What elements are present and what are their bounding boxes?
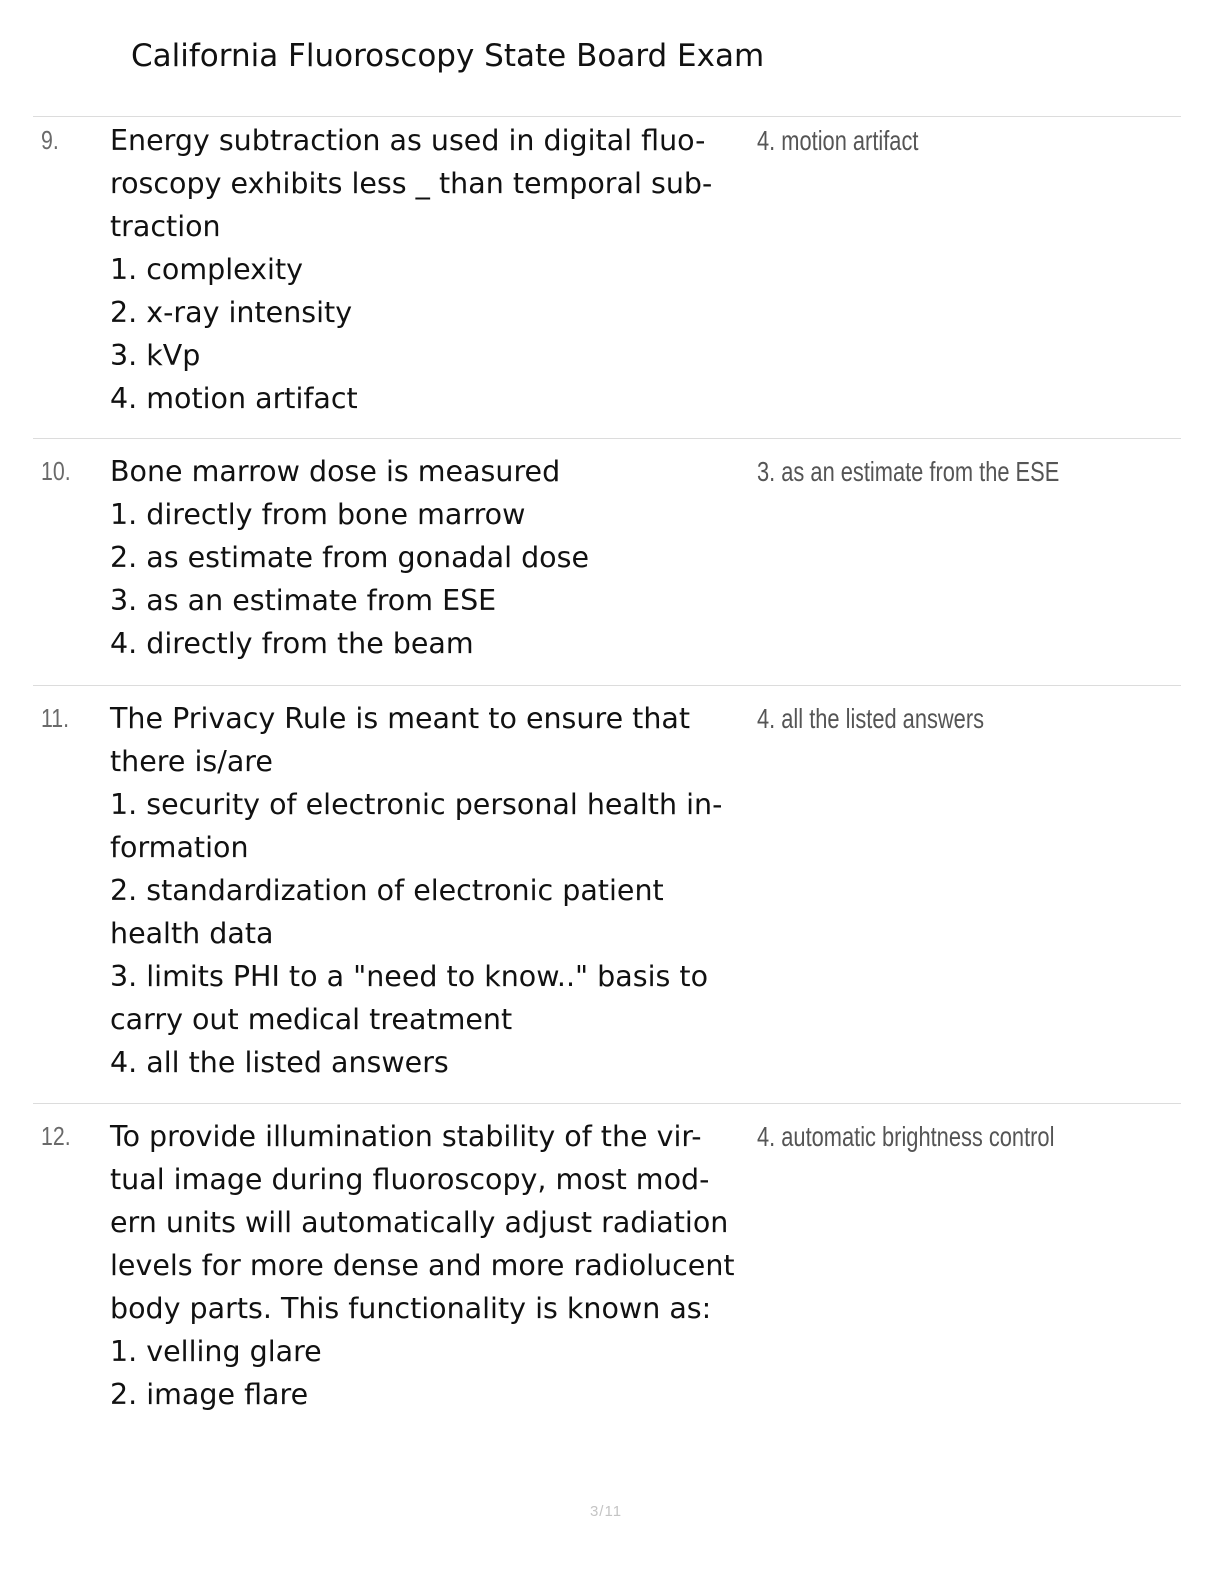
question-body	[110, 450, 750, 665]
answer-option: health data	[110, 917, 274, 950]
correct-answer: 3. as an estimate from the ESE	[757, 456, 1060, 487]
answer-option: 1. security of electronic personal health in-	[110, 788, 723, 821]
answer-option: 4. motion artifact	[110, 382, 358, 415]
answer-option: 2. x-ray intensity	[110, 296, 353, 329]
question-number: 10.	[41, 456, 71, 486]
divider	[33, 685, 1181, 686]
answer-option: 3. limits PHI to a "need to know.." basis to	[110, 960, 709, 993]
question-body	[110, 1115, 750, 1416]
divider	[33, 1103, 1181, 1104]
question-text-line: levels for more dense and more radiolucent	[110, 1249, 735, 1282]
question-text-line: body parts. This functionality is known as:	[110, 1292, 712, 1325]
question-number: 12.	[41, 1121, 71, 1151]
divider	[33, 438, 1181, 439]
question-number: 9.	[41, 125, 59, 155]
answer-option: 2. image flare	[110, 1378, 309, 1411]
question-text-line: To provide illumination stability of the vir-	[110, 1120, 702, 1153]
correct-answer: 4. all the listed answers	[757, 703, 985, 734]
document-title: California Fluoroscopy State Board Exam	[131, 38, 765, 74]
answer-option: 4. directly from the beam	[110, 627, 474, 660]
question-text-line: roscopy exhibits less _ than temporal sub-	[110, 167, 713, 200]
answer-option: 3. as an estimate from ESE	[110, 584, 497, 617]
answer-option: 2. standardization of electronic patient	[110, 874, 664, 907]
question-text-line: traction	[110, 210, 221, 243]
question-body	[110, 119, 750, 420]
answer-option: 2. as estimate from gonadal dose	[110, 541, 589, 574]
correct-answer: 4. motion artifact	[757, 125, 919, 156]
page-number: 3/11	[589, 1503, 623, 1520]
answer-option: formation	[110, 831, 249, 864]
answer-option: 1. velling glare	[110, 1335, 322, 1368]
answer-option: 1. complexity	[110, 253, 303, 286]
correct-answer: 4. automatic brightness control	[757, 1121, 1055, 1152]
question-body	[110, 697, 750, 1084]
question-text-line: there is/are	[110, 745, 273, 778]
answer-option: carry out medical treatment	[110, 1003, 513, 1036]
question-text-line: The Privacy Rule is meant to ensure that	[110, 702, 691, 735]
question-number: 11.	[41, 703, 70, 733]
divider	[33, 116, 1181, 117]
question-text-line: tual image during fluoroscopy, most mod-	[110, 1163, 710, 1196]
answer-option: 4. all the listed answers	[110, 1046, 449, 1079]
question-text-line: Energy subtraction as used in digital fluo-	[110, 124, 706, 157]
answer-option: 3. kVp	[110, 339, 201, 372]
answer-option: 1. directly from bone marrow	[110, 498, 526, 531]
question-text-line: Bone marrow dose is measured	[110, 455, 561, 488]
question-text-line: ern units will automatically adjust radiation	[110, 1206, 729, 1239]
